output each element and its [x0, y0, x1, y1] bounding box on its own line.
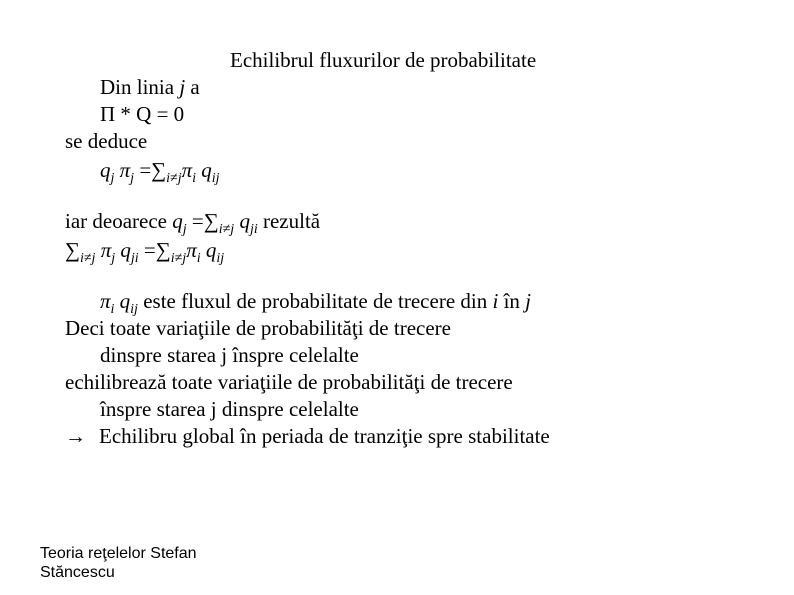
subscript: j — [111, 251, 116, 266]
var-q: q — [200, 238, 217, 262]
var-pi: π — [95, 238, 112, 262]
subscript: j — [130, 171, 135, 186]
var-pi: π — [186, 238, 197, 262]
var-i: i — [492, 289, 499, 313]
subscript: ij — [130, 302, 138, 317]
footer-credit — [40, 544, 197, 582]
footer-line: Stăncescu — [40, 564, 115, 581]
var-pi: π — [100, 289, 111, 313]
text: în — [498, 289, 526, 313]
slide-title: Echilibrul fluxurilor de probabilitate — [230, 48, 537, 72]
var-q: q — [115, 238, 131, 262]
subscript: i — [110, 302, 115, 317]
right-arrow-icon: → — [65, 424, 86, 448]
conclusion-text: Echilibru global în periada de tranziţie spre stabilitate — [99, 424, 550, 448]
subscript: i — [192, 171, 197, 186]
paragraph-line: înspre starea j dinspre celelalte — [100, 397, 359, 421]
equation-balance — [100, 158, 220, 186]
text: Din linia — [100, 75, 180, 99]
flux-definition — [100, 289, 532, 317]
subscript: j — [110, 171, 115, 186]
var-pi: π — [181, 158, 193, 182]
paragraph-line: Deci toate variaţiile de probabilităţi de trecere — [65, 316, 451, 340]
var-q: q — [172, 209, 183, 233]
paragraph-line: echilibrează toate variaţiile de probabilităţi de trecere — [65, 370, 513, 394]
subscript: i — [196, 251, 201, 266]
paragraph-line: dinspre starea j înspre celelalte — [100, 343, 359, 367]
sum-symbol: =∑ — [186, 209, 219, 233]
footer-line: Teoria reţelelor Stefan — [40, 545, 197, 562]
text: este fluxul de probabilitate de trecere din — [137, 289, 493, 313]
var-j: j — [525, 289, 532, 313]
subscript: ji — [130, 251, 139, 266]
subscript: ij — [216, 251, 225, 266]
subscript: ij — [211, 171, 220, 186]
text: rezultă — [257, 209, 321, 233]
line-din-linia — [100, 77, 200, 98]
subscript: j — [182, 222, 187, 237]
equation-pi-q: Π * Q = 0 — [100, 102, 185, 126]
var-q: q — [100, 158, 111, 182]
equation-rezulta — [65, 238, 225, 266]
line-se-deduce: se deduce — [65, 129, 148, 153]
var-q: q — [196, 158, 212, 182]
text: iar deoarece — [65, 209, 173, 233]
var-q: q — [114, 289, 131, 313]
text: a — [185, 75, 200, 99]
sum-symbol: ∑ — [65, 238, 80, 262]
var-j: j — [179, 75, 186, 99]
subscript: i≠j — [218, 222, 235, 237]
subscript: i≠j — [79, 251, 96, 266]
sum-symbol: =∑ — [134, 158, 167, 182]
var-q: q — [234, 209, 250, 233]
sum-symbol: =∑ — [138, 238, 171, 262]
subscript: ji — [249, 222, 258, 237]
equation-deoarece — [65, 209, 321, 237]
var-pi: π — [114, 158, 131, 182]
conclusion-line — [65, 426, 550, 447]
subscript: i≠j — [170, 251, 187, 266]
subscript: i≠j — [166, 171, 182, 186]
